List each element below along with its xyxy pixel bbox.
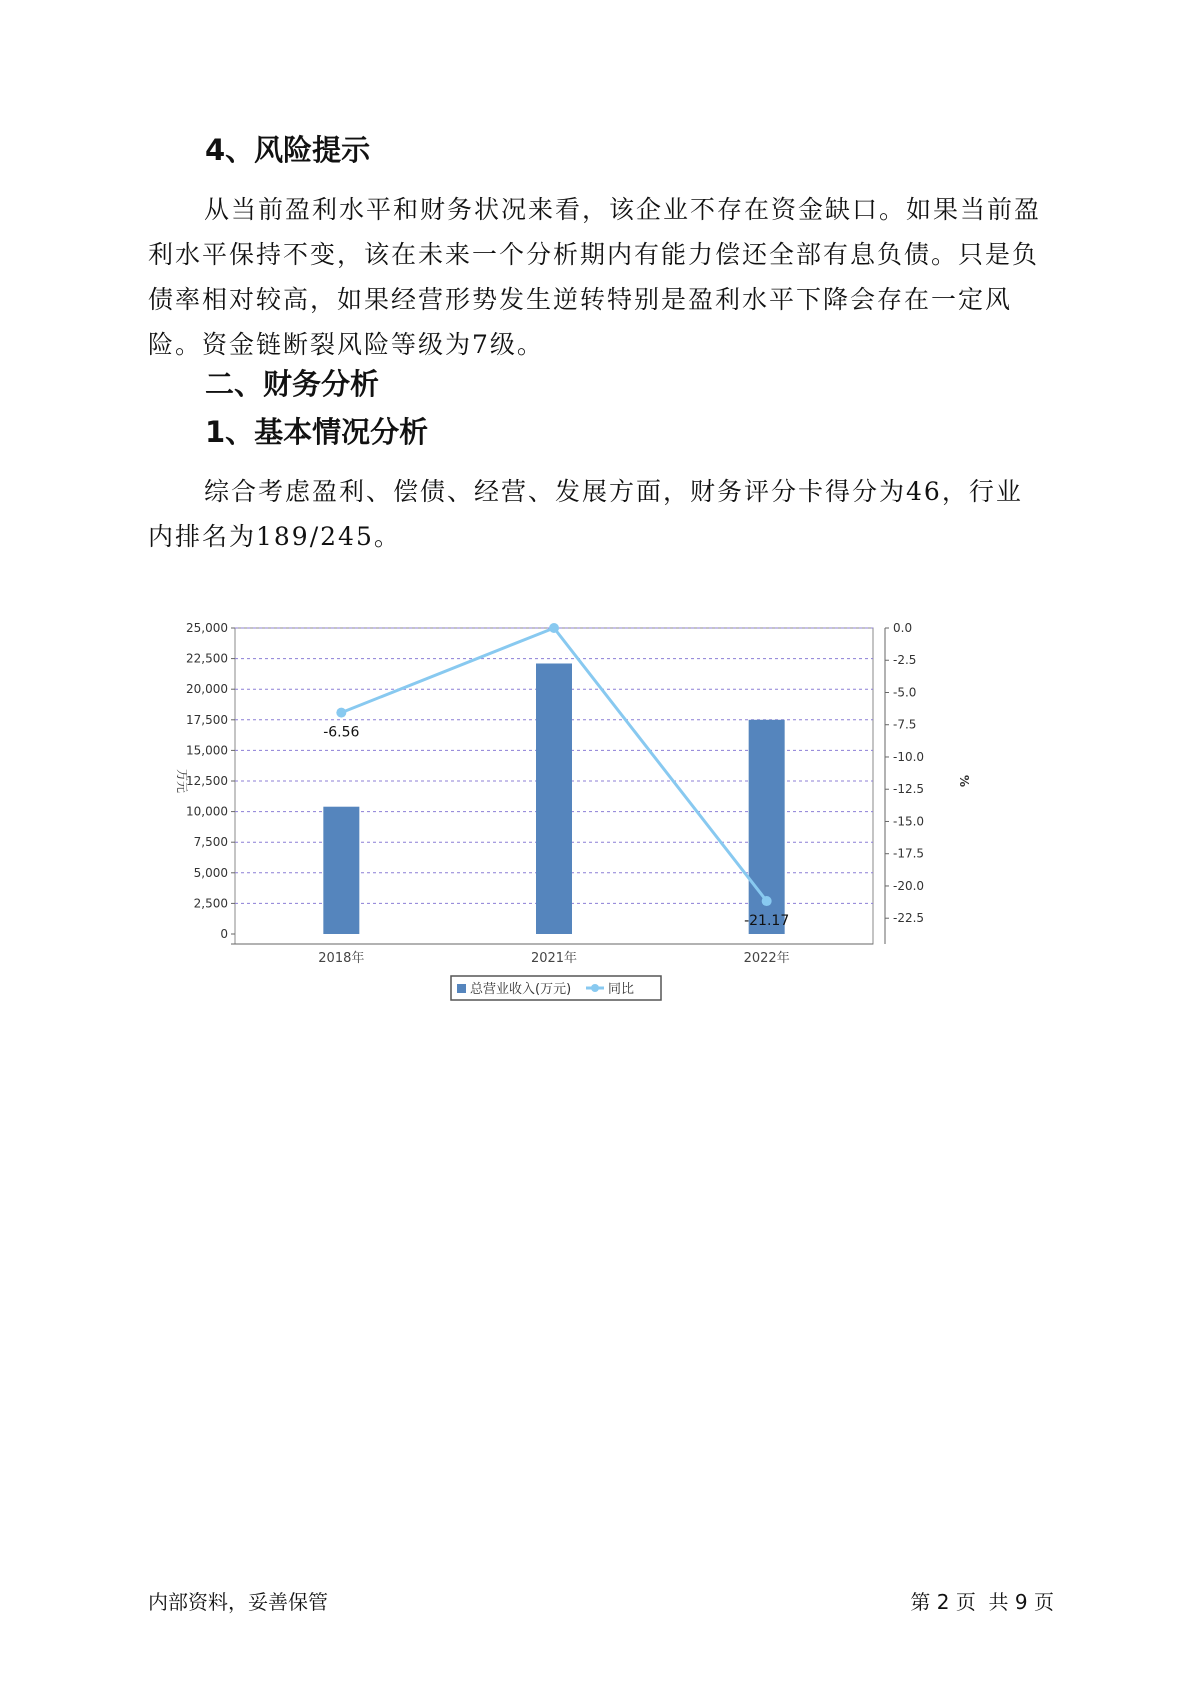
y2-tick-label: -10.0 — [893, 749, 925, 764]
y-tick-label: 7,500 — [193, 835, 228, 850]
y-tick-label: 22,500 — [186, 651, 228, 666]
footer-page-number: 第 2 页 共 9 页 — [910, 1590, 1054, 1614]
paragraph-basic-analysis: 综合考虑盈利、偿债、经营、发展方面，财务评分卡得分为46，行业内排名为189/245。 — [148, 477, 1023, 551]
heading-risk: 4、风险提示 — [205, 133, 371, 167]
y2-tick-label: 0.0 — [893, 621, 913, 635]
x-tick-label: 2022年 — [743, 951, 790, 966]
heading-finance: 二、财务分析 — [205, 367, 380, 401]
paragraph-risk: 从当前盈利水平和财务状况来看，该企业不存在资金缺口。如果当前盈利水平保持不变，该在未来一个分析期内有能力偿还全部有息负债。只是负债率相对较高，如果经营形势发生逆转特别是盈利水平下降会存在一定风险。资金链断裂风险等级为7级。 — [148, 195, 1042, 359]
y-tick-label: 5,000 — [193, 865, 228, 880]
legend-line-label: 同比 — [608, 982, 635, 997]
y-tick-label: 10,000 — [186, 804, 228, 819]
revenue-bar — [536, 663, 572, 934]
y-tick-label: 0 — [220, 927, 228, 941]
y-tick-label: 20,000 — [186, 682, 228, 697]
y2-tick-label: -5.0 — [893, 685, 917, 700]
revenue-chart — [170, 620, 990, 1080]
y2-tick-label: -17.5 — [893, 846, 925, 861]
y2-tick-label: -7.5 — [893, 717, 917, 732]
legend-bar-label: 总营业收入(万元) — [470, 982, 572, 997]
y2-tick-label: -22.5 — [893, 911, 925, 926]
y-tick-label: 25,000 — [186, 621, 228, 635]
heading-basic-analysis: 1、基本情况分析 — [205, 415, 429, 449]
x-tick-label: 2021年 — [530, 951, 578, 966]
y2-tick-label: -15.0 — [893, 814, 925, 829]
yoy-data-label: -21.17 — [744, 913, 790, 930]
y2-tick-label: -2.5 — [893, 653, 917, 668]
y2-tick-label: -20.0 — [893, 878, 925, 893]
y2-tick-label: -12.5 — [893, 782, 925, 797]
legend-bar-swatch — [457, 984, 466, 993]
y-tick-label: 17,500 — [186, 712, 228, 727]
revenue-bar — [323, 807, 359, 934]
x-tick-label: 2018年 — [318, 951, 365, 966]
y2-axis-label: % — [957, 774, 971, 788]
footer-confidential: 内部资料，妥善保管 — [148, 1590, 328, 1614]
yoy-point — [336, 708, 346, 718]
chart-legend — [451, 976, 661, 1000]
yoy-data-label: -6.56 — [323, 724, 360, 741]
y-axis-label: 万元 — [175, 768, 189, 794]
y-tick-label: 15,000 — [186, 743, 228, 758]
y-tick-label: 2,500 — [193, 896, 228, 911]
legend-line-marker — [591, 984, 599, 992]
y-tick-label: 12,500 — [186, 774, 228, 788]
yoy-point — [549, 623, 559, 633]
yoy-point — [762, 896, 772, 906]
